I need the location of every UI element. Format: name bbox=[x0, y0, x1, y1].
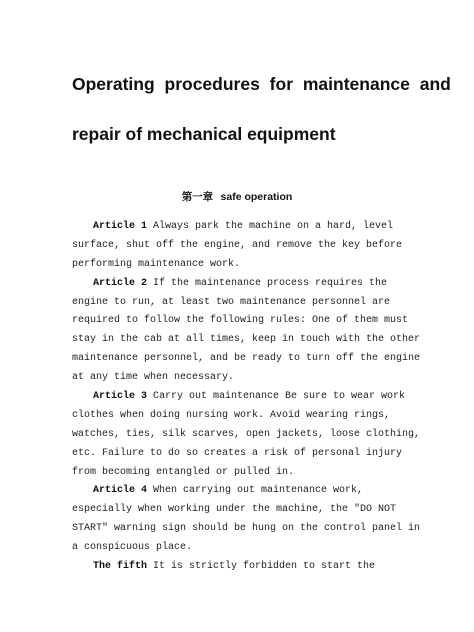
paragraph-line bbox=[72, 256, 402, 275]
paragraph-line bbox=[72, 294, 402, 313]
article-paragraph bbox=[72, 275, 421, 388]
line-text: Carry out maintenance Be sure to wear work bbox=[147, 391, 406, 403]
article-paragraph bbox=[72, 218, 402, 275]
line-text: from becoming entangled or pulled in. bbox=[72, 466, 295, 478]
line-text: stay in the cab at all times, keep in touch with the other bbox=[72, 334, 421, 346]
paragraph-line bbox=[72, 558, 402, 577]
document-title-line-1: Operating procedures for maintenance and bbox=[72, 74, 451, 94]
line-text: required to follow the following rules: One of them must bbox=[72, 315, 409, 327]
paragraph-line bbox=[72, 539, 402, 558]
line-text: engine to run, at least two maintenance personnel are bbox=[72, 296, 391, 308]
paragraph-line bbox=[72, 237, 402, 256]
line-text: It is strictly forbidden to start the bbox=[147, 561, 376, 573]
paragraph-line bbox=[72, 218, 402, 237]
paragraph-line bbox=[72, 464, 402, 483]
line-text: a conspicuous place. bbox=[72, 542, 193, 554]
line-text: Always park the machine on a hard, level bbox=[147, 221, 394, 232]
paragraph-line bbox=[72, 482, 402, 501]
article-label: Article 3 bbox=[93, 391, 148, 403]
article-paragraph bbox=[72, 558, 402, 577]
paragraph-line bbox=[72, 407, 402, 426]
article-paragraph bbox=[72, 482, 421, 558]
line-text: especially when working under the machine, the "DO NOT bbox=[72, 504, 397, 516]
paragraph-line bbox=[72, 331, 421, 350]
article-label: Article 1 bbox=[93, 221, 148, 232]
article-label: Article 2 bbox=[93, 277, 148, 289]
paragraph-line bbox=[72, 426, 421, 445]
paragraph-line bbox=[72, 520, 421, 539]
line-text: at any time when necessary. bbox=[72, 372, 235, 384]
article-label: The fifth bbox=[93, 561, 148, 573]
paragraph-line bbox=[72, 388, 406, 407]
line-text: etc. Failure to do so creates a risk of personal injury bbox=[72, 447, 403, 459]
document-body bbox=[72, 218, 421, 577]
paragraph-line bbox=[72, 369, 402, 388]
document-title-line-2: repair of mechanical equipment bbox=[72, 124, 336, 144]
chapter-number: 第一章 bbox=[181, 191, 214, 203]
line-text: performing maintenance work. bbox=[72, 258, 241, 270]
line-text: If the maintenance process requires the bbox=[147, 277, 388, 289]
paragraph-line bbox=[72, 350, 421, 369]
paragraph-line bbox=[72, 312, 409, 331]
line-text: When carrying out maintenance work, bbox=[147, 485, 364, 497]
chapter-heading bbox=[0, 189, 474, 204]
article-paragraph bbox=[72, 388, 421, 482]
paragraph-line bbox=[72, 275, 402, 294]
line-text: surface, shut off the engine, and remove the key before bbox=[72, 239, 403, 251]
chapter-title: safe operation bbox=[220, 191, 293, 203]
line-text: maintenance personnel, and be ready to turn off the engine bbox=[72, 353, 421, 365]
article-label: Article 4 bbox=[93, 485, 148, 497]
paragraph-line bbox=[72, 501, 402, 520]
paragraph-line bbox=[72, 445, 402, 464]
line-text: watches, ties, silk scarves, open jackets, loose clothing, bbox=[72, 428, 421, 440]
line-text: START" warning sign should be hung on the control panel in bbox=[72, 523, 421, 535]
line-text: clothes when doing nursing work. Avoid wearing rings, bbox=[72, 409, 391, 421]
